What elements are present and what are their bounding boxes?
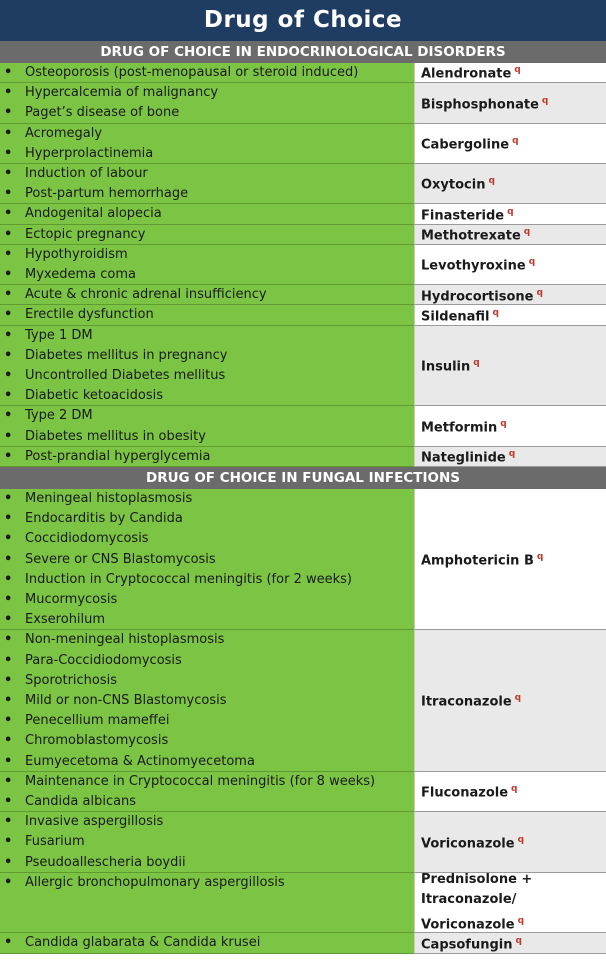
q-icon: q (473, 358, 480, 369)
drug-cell (414, 630, 606, 771)
condition-text: Diabetes mellitus in pregnancy (25, 347, 228, 363)
q-icon: q (514, 693, 522, 704)
bullet-icon: • (4, 266, 13, 282)
condition-text: Sporotrichosis (25, 672, 118, 688)
condition-text: Ectopic pregnancy (25, 226, 146, 242)
condition-item (0, 752, 414, 772)
condition-item (0, 853, 414, 873)
condition-item (0, 772, 414, 792)
condition-text: Induction in Cryptococcal meningitis (for 2 weeks) (25, 571, 352, 587)
bullet-icon: • (4, 246, 13, 262)
page-title: Drug of Choice (0, 0, 606, 41)
drug-name (421, 870, 532, 935)
condition-text: Candida glabarata & Candida krusei (25, 935, 261, 951)
condition-text: Penecellium mameffei (25, 713, 170, 729)
drug-name (421, 688, 521, 713)
condition-item (0, 489, 414, 509)
condition-text: Diabetic ketoacidosis (25, 388, 164, 404)
drug-text: Nateglinide (421, 450, 506, 466)
bullet-icon: • (4, 226, 13, 242)
condition-item (0, 63, 414, 83)
drug-cell (414, 164, 606, 204)
bullet-icon: • (4, 874, 13, 890)
condition-item (0, 873, 414, 893)
bullet-icon: • (4, 733, 13, 749)
condition-item (0, 83, 414, 103)
bullet-icon: • (4, 713, 13, 729)
condition-item (0, 225, 414, 245)
bullet-icon: • (4, 551, 13, 567)
condition-text: Hypothyroidism (25, 246, 128, 262)
drug-name (421, 444, 515, 469)
condition-cell (0, 772, 414, 812)
condition-item (0, 671, 414, 691)
condition-text: Hyperprolactinemia (25, 145, 154, 161)
condition-item (0, 386, 414, 406)
condition-item (0, 731, 414, 751)
bullet-icon: • (4, 287, 13, 303)
condition-cell (0, 630, 414, 771)
condition-cell (0, 326, 414, 407)
condition-text: Post-prandial hyperglycemia (25, 448, 211, 464)
drug-text: Metformin (421, 420, 498, 436)
condition-item (0, 164, 414, 184)
condition-item (0, 103, 414, 123)
condition-item (0, 326, 414, 346)
drug-name (421, 131, 519, 156)
condition-text: Type 2 DM (25, 408, 93, 424)
condition-item (0, 184, 414, 204)
drug-cell (414, 933, 606, 953)
condition-item (0, 651, 414, 671)
condition-text: Fusarium (25, 834, 85, 850)
condition-text: Allergic bronchopulmonary aspergillosis (25, 874, 285, 890)
drug-text: Capsofungin (421, 937, 513, 953)
condition-text: Maintenance in Cryptococcal meningitis (for 8 weeks) (25, 773, 376, 789)
drug-name (421, 547, 543, 572)
bullet-icon: • (4, 347, 13, 363)
q-icon: q (523, 226, 531, 237)
condition-text: Eumyecetoma & Actinomyecetoma (25, 753, 255, 769)
condition-item (0, 285, 414, 305)
condition-text: Erectile dysfunction (25, 307, 154, 323)
condition-item (0, 204, 414, 224)
drug-name (421, 931, 522, 956)
bullet-icon: • (4, 591, 13, 607)
condition-item (0, 529, 414, 549)
bullet-icon: • (4, 186, 13, 202)
condition-item (0, 792, 414, 812)
bullet-icon: • (4, 166, 13, 181)
condition-cell (0, 447, 414, 467)
condition-item (0, 832, 414, 852)
condition-item (0, 509, 414, 529)
condition-cell (0, 305, 414, 325)
q-icon: q (488, 176, 495, 187)
condition-text: Hypercalcemia of malignancy (25, 85, 219, 101)
drug-name (421, 91, 548, 116)
condition-item (0, 406, 414, 426)
condition-text: Invasive aspergillosis (25, 814, 164, 830)
q-icon: q (508, 449, 516, 460)
condition-cell (0, 285, 414, 305)
drug-text: Itraconazole (421, 694, 512, 710)
bullet-icon: • (4, 145, 13, 161)
bullet-icon: • (4, 388, 13, 404)
q-icon: q (512, 136, 519, 147)
condition-text: Meningeal histoplasmosis (25, 491, 193, 506)
bullet-icon: • (4, 428, 13, 444)
drug-cell (414, 489, 606, 630)
drug-cell (414, 245, 606, 285)
drug-cell (414, 225, 606, 245)
condition-cell (0, 933, 414, 953)
condition-text: Type 1 DM (25, 327, 93, 343)
bullet-icon: • (4, 408, 13, 424)
drug-name (421, 414, 507, 439)
condition-text: Uncontrolled Diabetes mellitus (25, 367, 226, 383)
condition-text: Andogenital alopecia (25, 206, 162, 222)
drug-cell (414, 406, 606, 446)
condition-item (0, 933, 414, 953)
drug-text: Hydrocortisone (421, 288, 534, 304)
drug-text: Itraconazole/ (421, 892, 517, 908)
drug-cell (414, 812, 606, 873)
condition-cell (0, 406, 414, 446)
q-icon: q (517, 834, 525, 845)
condition-text: Osteoporosis (post-menopausal or steroid induced) (25, 65, 359, 80)
condition-cell (0, 245, 414, 285)
drug-text: Voriconazole (421, 836, 515, 852)
condition-text: Pseudoallescheria boydii (25, 854, 186, 870)
section-header: DRUG OF CHOICE IN ENDOCRINOLOGICAL DISORDERS (0, 41, 606, 63)
condition-text: Myxedema coma (25, 266, 136, 282)
bullet-icon: • (4, 367, 13, 383)
condition-cell (0, 812, 414, 873)
drug-name (421, 60, 521, 85)
q-icon: q (536, 287, 543, 298)
drug-text: Prednisolone + (421, 872, 533, 888)
drug-name (421, 779, 517, 804)
condition-item (0, 711, 414, 731)
bullet-icon: • (4, 652, 13, 668)
drug-cell (414, 305, 606, 325)
drug-text: Alendronate (421, 66, 512, 82)
q-icon: q (536, 551, 544, 562)
condition-text: Severe or CNS Blastomycosis (25, 551, 216, 567)
bullet-icon: • (4, 793, 13, 809)
drug-name (421, 252, 535, 277)
drug-text: Methotrexate (421, 228, 521, 244)
drug-text: Oxytocin (421, 177, 486, 193)
bullet-icon: • (4, 773, 13, 789)
condition-cell (0, 164, 414, 204)
condition-text: Acromegaly (25, 125, 103, 141)
q-icon: q (541, 95, 549, 106)
bullet-icon: • (4, 327, 13, 343)
bullet-icon: • (4, 206, 13, 222)
drug-name (421, 171, 495, 196)
bullet-icon: • (4, 65, 13, 80)
condition-text: Diabetes mellitus in obesity (25, 428, 206, 444)
bullet-icon: • (4, 935, 13, 951)
condition-text: Post-partum hemorrhage (25, 186, 189, 202)
bullet-icon: • (4, 531, 13, 547)
bullet-icon: • (4, 85, 13, 101)
drug-cell (414, 326, 606, 407)
drug-text: Sildenafil (421, 309, 490, 325)
bullet-icon: • (4, 692, 13, 708)
condition-cell (0, 63, 414, 83)
condition-text: Coccidiodomycosis (25, 531, 149, 547)
bullet-icon: • (4, 125, 13, 141)
condition-item (0, 305, 414, 325)
drug-cell (414, 772, 606, 812)
bullet-icon: • (4, 612, 13, 628)
condition-item (0, 630, 414, 650)
bullet-icon: • (4, 105, 13, 121)
drug-text: Amphotericin B (421, 553, 534, 569)
q-icon: q (507, 206, 514, 217)
q-icon: q (517, 915, 525, 926)
condition-cell (0, 83, 414, 123)
drug-text: Cabergoline (421, 137, 510, 153)
bullet-icon: • (4, 448, 13, 464)
condition-item (0, 691, 414, 711)
condition-item (0, 265, 414, 285)
q-icon: q (500, 418, 507, 429)
drug-text: Insulin (421, 359, 471, 375)
drug-name (421, 353, 480, 378)
drug-cell (414, 83, 606, 123)
drug-cell (414, 447, 606, 467)
condition-item (0, 570, 414, 590)
condition-item (0, 447, 414, 467)
bullet-icon: • (4, 672, 13, 688)
bullet-icon: • (4, 632, 13, 648)
condition-cell (0, 124, 414, 164)
drug-name (421, 303, 499, 328)
bullet-icon: • (4, 854, 13, 870)
condition-cell (0, 204, 414, 224)
condition-item (0, 610, 414, 630)
bullet-icon: • (4, 511, 13, 527)
drug-cell (414, 63, 606, 83)
bullet-icon: • (4, 814, 13, 830)
condition-item (0, 245, 414, 265)
drug-cell (414, 124, 606, 164)
condition-item (0, 124, 414, 144)
bullet-icon: • (4, 834, 13, 850)
bullet-icon: • (4, 307, 13, 323)
condition-item (0, 590, 414, 610)
q-icon: q (492, 307, 499, 318)
condition-text: Induction of labour (25, 166, 148, 181)
condition-text: Para-Coccidiodomycosis (25, 652, 182, 668)
condition-item (0, 812, 414, 832)
condition-text: Non-meningeal histoplasmosis (25, 632, 225, 648)
drug-text: Levothyroxine (421, 258, 526, 274)
condition-text: Acute & chronic adrenal insufficiency (25, 287, 267, 303)
drug-text: Fluconazole (421, 785, 509, 801)
bullet-icon: • (4, 571, 13, 587)
drug-name (421, 222, 530, 247)
condition-text: Endocarditis by Candida (25, 511, 183, 527)
condition-text: Mucormycosis (25, 591, 118, 607)
condition-cell (0, 873, 414, 934)
condition-text: Mild or non-CNS Blastomycosis (25, 692, 227, 708)
condition-item (0, 550, 414, 570)
q-icon: q (514, 65, 521, 76)
condition-item (0, 144, 414, 164)
q-icon: q (515, 935, 522, 946)
condition-text: Exserohilum (25, 612, 106, 628)
condition-text: Candida albicans (25, 793, 137, 809)
condition-text: Paget’s disease of bone (25, 105, 180, 121)
bullet-icon: • (4, 753, 13, 769)
q-icon: q (528, 257, 536, 268)
condition-cell (0, 489, 414, 630)
section-header: DRUG OF CHOICE IN FUNGAL INFECTIONS (0, 467, 606, 489)
drug-text: Bisphosphonate (421, 96, 539, 112)
condition-cell (0, 225, 414, 245)
condition-text: Chromoblastomycosis (25, 733, 169, 749)
condition-item (0, 427, 414, 447)
bullet-icon: • (4, 491, 13, 506)
drug-cell (414, 873, 606, 934)
q-icon: q (511, 784, 518, 795)
drug-name (421, 830, 524, 855)
drug-text: Finasteride (421, 208, 505, 224)
drug-text: Voriconazole (421, 916, 515, 932)
condition-item (0, 346, 414, 366)
condition-item (0, 366, 414, 386)
